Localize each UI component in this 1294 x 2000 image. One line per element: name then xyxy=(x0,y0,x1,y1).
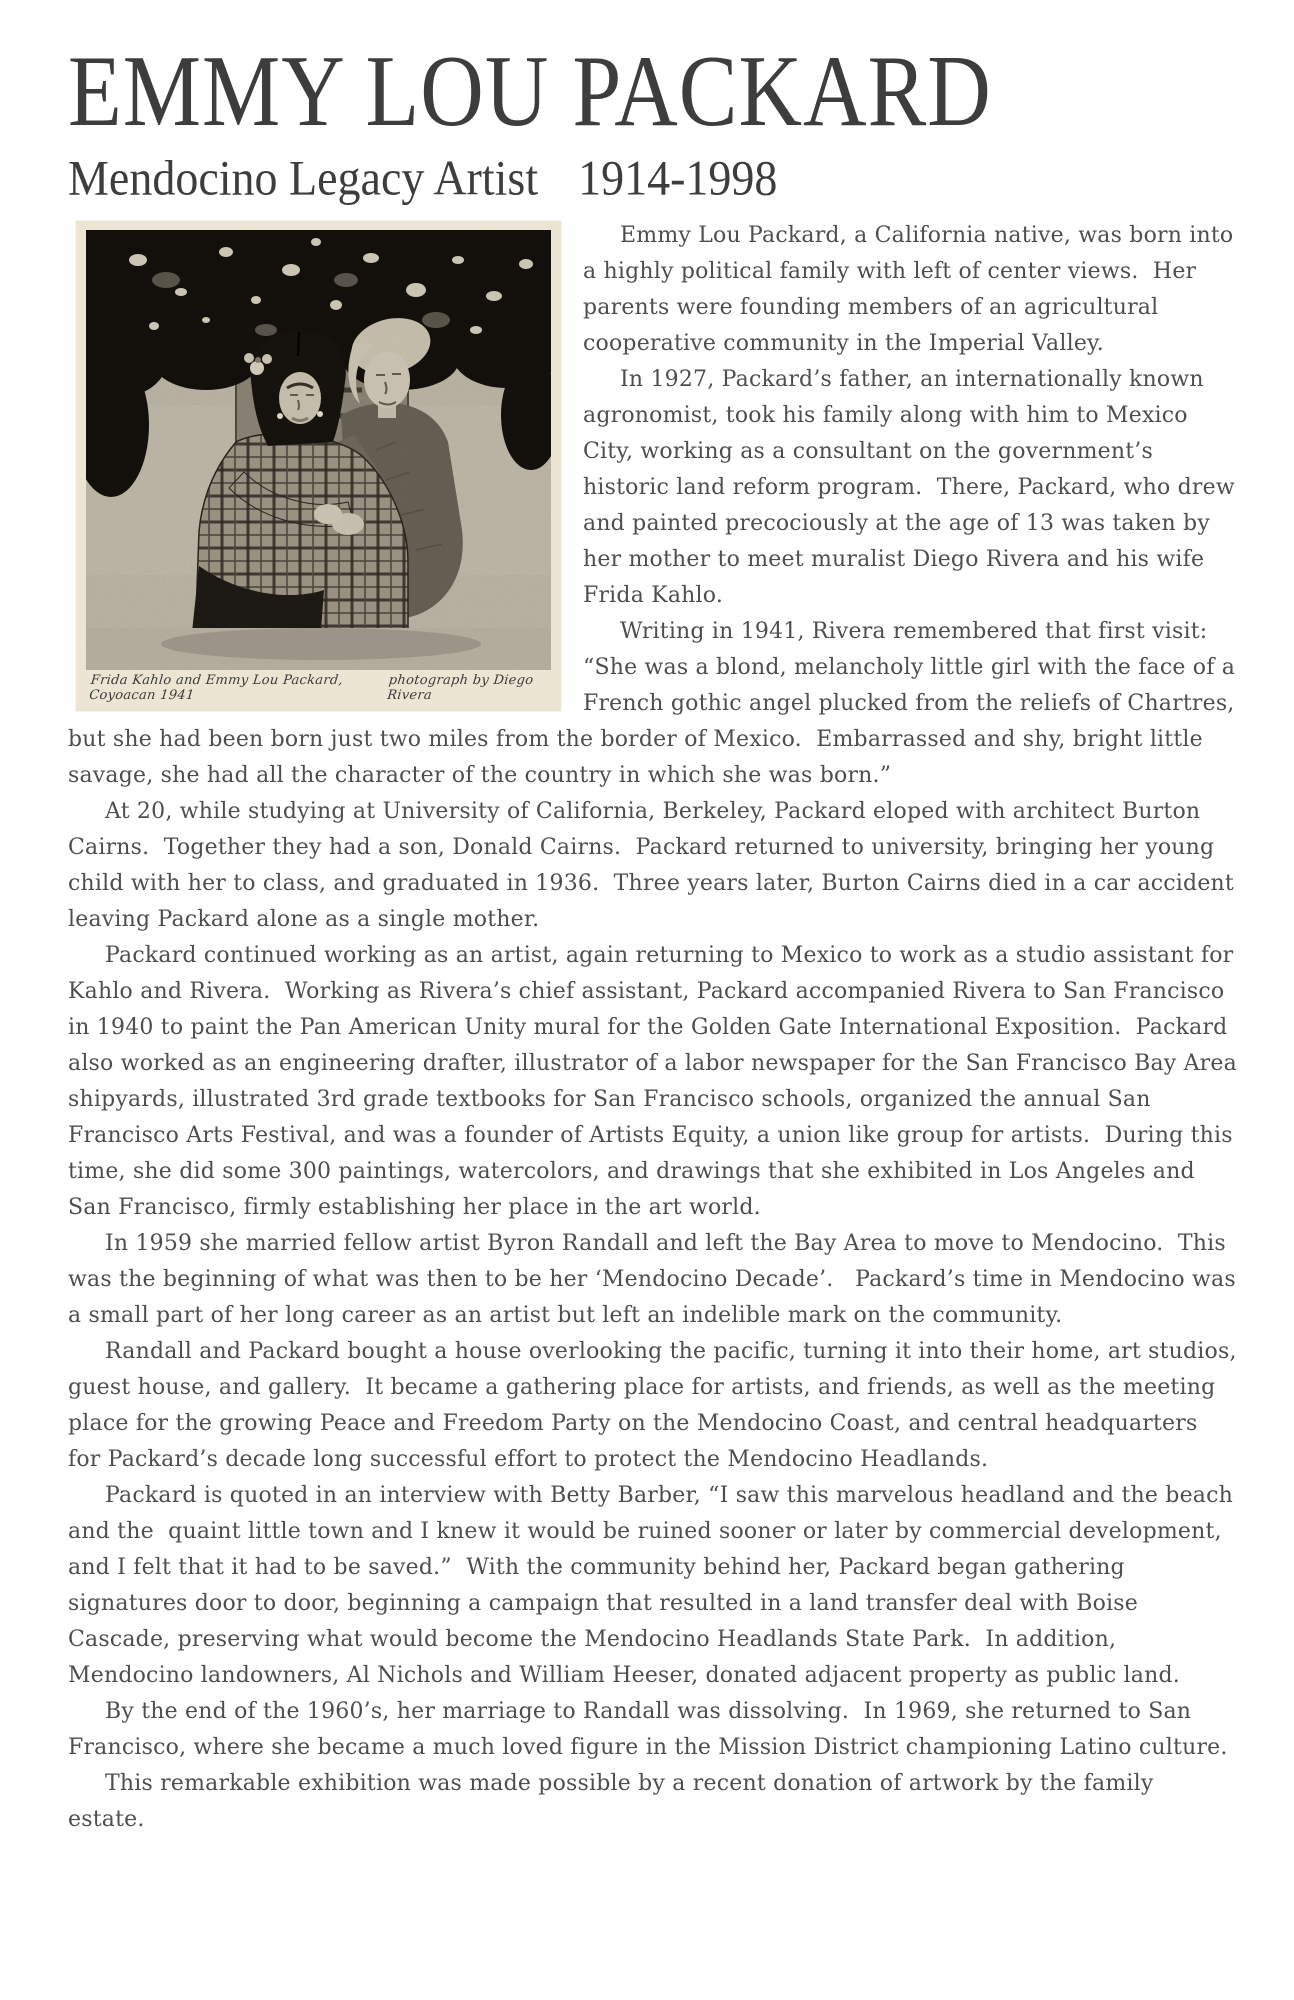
subtitle-text: Mendocino Legacy Artist xyxy=(68,150,539,206)
masthead xyxy=(68,35,1237,206)
photo-caption-right: photograph by Diego Rivera xyxy=(386,673,534,703)
paragraph-house-gallery: Randall and Packard bought a house overlooking the pacific, turning it into their home, art studios, guest house, and gallery. It became a gathering place for artists, and friends, as well as the meeting place for the growing Peace and Freedom Party on the Mendocino Coast, and central headquarters for Packard’s decade long successful effort to protect the Mendocino Headlands. xyxy=(68,1339,1244,1472)
paragraph-birth: Emmy Lou Packard, a California native, was born into a highly political family with left of center views. Her parents were founding members of an agricultural cooperative community in the Imperial Valley. xyxy=(583,223,1241,356)
photo-caption-left: Frida Kahlo and Emmy Lou Packard, Coyoacan 1941 xyxy=(88,673,344,703)
paragraph-mexico-1927: In 1927, Packard’s father, an internationally known agronomist, took his family along with him to Mexico City, working as a consultant on the government’s historic land reform program. There, Packard, who drew and painted precociously at the age of 13 was taken by her mother to meet muralist Diego Rivera and his wife Frida Kahlo. xyxy=(583,367,1243,608)
paragraph-mendocino-move: In 1959 she married fellow artist Byron Randall and left the Bay Area to move to Mendocino. This was the beginning of what was then to be her ‘Mendocino Decade’. Packard’s time in Mendocino was a small part of her long career as an artist but left an indelible mark on the community. xyxy=(68,1231,1244,1328)
page-subtitle xyxy=(68,150,1237,206)
paragraph-berkeley: At 20, while studying at University of California, Berkeley, Packard eloped with architect Burton Cairns. Together they had a son, Donald Cairns. Packard returned to university, bringing her young child with her to class, and graduated in 1936. Three years later, Burton Cairns died in a car accident leaving Packard alone as a single mother. xyxy=(68,799,1242,932)
paragraph-exhibition-note: This remarkable exhibition was made possible by a recent donation of artwork by the family estate. xyxy=(68,1771,1161,1832)
page-title: EMMY LOU PACKARD xyxy=(68,35,992,149)
photo-figure xyxy=(76,221,561,711)
kahlo-packard-photo xyxy=(86,230,551,670)
paragraph-headlands-campaign: Packard is quoted in an interview with Betty Barber, “I saw this marvelous headland and the beach and the quaint little town and I knew it would be ruined sooner or later by commercial development, and I felt that it had to be saved.” With the community behind her, Packard began gathering signatures door to door, beginning a campaign that resulted in a land transfer deal with Boise Cascade, preserving what would become the Mendocino Headlands State Park. In addition, Mendocino landowners, Al Nichols and William Heeser, donated adjacent property as public land. xyxy=(68,1483,1241,1688)
photo-caption xyxy=(86,670,551,709)
paragraph-art-career: Packard continued working as an artist, again returning to Mexico to work as a studio assistant for Kahlo and Rivera. Working as Rivera’s chief assistant, Packard accompanied Rivera to San Francisco in 1940 to paint the Pan American Unity mural for the Golden Gate International Exposition. Packard also worked as an engineering drafter, illustrator of a labor newspaper for the San Francisco Bay Area shipyards, illustrated 3rd grade textbooks for San Francisco schools, organized the annual San Francisco Arts Festival, and was a founder of Artists Equity, a union like group for artists. During this time, she did some 300 paintings, watercolors, and drawings that she exhibited in Los Angeles and San Francisco, firmly establishing her place in the art world. xyxy=(68,943,1245,1220)
article-body xyxy=(68,218,1245,1838)
subtitle-years: 1914-1998 xyxy=(578,150,778,206)
paragraph-return-sf: By the end of the 1960’s, her marriage to Randall was dissolving. In 1969, she returned to San Francisco, where she became a much loved figure in the Mission District championing Latino culture. xyxy=(68,1699,1228,1760)
photo-illustration xyxy=(86,230,551,670)
paragraph-rivera-quote: Writing in 1941, Rivera remembered that first visit: “She was a blond, melancholy little girl with the face of a French gothic angel plucked from the reliefs of Chartres, but she had been born just two miles from the border of Mexico. Embarrassed and shy, bright little savage, she had all the character of the country in which she was born.” xyxy=(68,619,1243,788)
